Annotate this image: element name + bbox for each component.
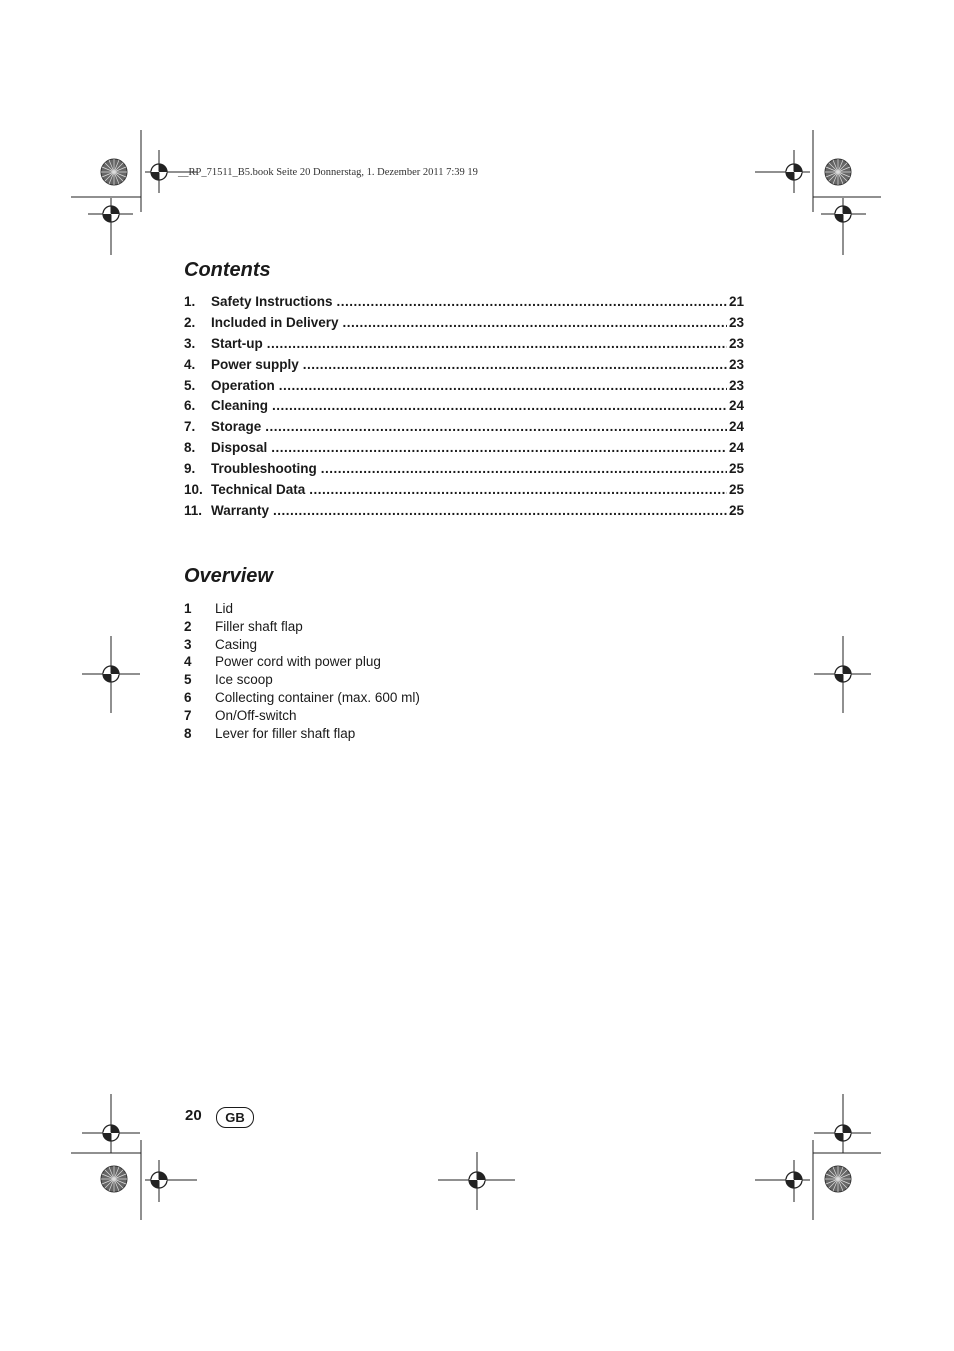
registration-mark-top-left <box>71 130 197 255</box>
toc-leader <box>271 440 727 455</box>
toc-number: 1. <box>184 294 196 309</box>
registration-mark-bottom-left <box>71 1094 197 1220</box>
item-number: 3 <box>184 636 192 652</box>
toc-title: Start-up <box>211 335 263 351</box>
toc-number: 10. <box>184 482 203 498</box>
list-item <box>184 690 420 708</box>
registration-mark-bottom-right <box>755 1094 881 1220</box>
toc-title: Power supply <box>211 356 299 372</box>
toc-title: Troubleshooting <box>211 461 317 477</box>
item-number: 7 <box>184 707 192 723</box>
item-label: Collecting container (max. 600 ml) <box>215 689 420 705</box>
item-label: On/Off-switch <box>215 707 297 723</box>
list-item <box>184 672 420 690</box>
list-item <box>184 601 420 619</box>
toc-number: 2. <box>184 314 196 330</box>
toc-page: 23 <box>728 335 744 351</box>
item-label: Lid <box>215 601 234 616</box>
toc-title: Cleaning <box>211 398 269 414</box>
toc-page: 25 <box>728 482 744 498</box>
toc-entry[interactable] <box>184 398 744 419</box>
toc-leader <box>267 336 727 351</box>
contents-heading: Contents <box>184 259 271 281</box>
item-number: 5 <box>184 672 192 688</box>
toc-leader <box>303 357 727 372</box>
toc-entry[interactable] <box>184 461 744 482</box>
toc-leader <box>265 419 727 434</box>
toc-entry[interactable] <box>184 378 744 399</box>
item-number: 1 <box>184 601 192 616</box>
page-number: 20 <box>185 1107 202 1124</box>
toc-entry[interactable] <box>184 315 744 336</box>
toc-number: 11. <box>184 502 203 518</box>
item-number: 4 <box>184 654 192 670</box>
toc-title: Operation <box>211 377 275 393</box>
item-number: 6 <box>184 689 192 705</box>
list-item <box>184 708 420 726</box>
toc-page: 21 <box>728 294 744 309</box>
toc-title: Disposal <box>211 440 268 456</box>
toc-title: Included in Delivery <box>211 314 339 330</box>
toc-page: 23 <box>728 314 744 330</box>
toc-page: 25 <box>728 502 744 518</box>
registration-mark-top-right <box>755 130 881 255</box>
list-item <box>184 654 420 672</box>
list-item <box>184 637 420 655</box>
toc-entry[interactable] <box>184 357 744 378</box>
list-item <box>184 726 420 744</box>
item-label: Power cord with power plug <box>215 654 381 670</box>
toc-title: Technical Data <box>211 482 306 498</box>
item-number: 2 <box>184 618 192 634</box>
toc-number: 8. <box>184 440 196 456</box>
item-number: 8 <box>184 725 192 741</box>
toc-title: Safety Instructions <box>211 294 333 309</box>
toc-leader <box>279 378 727 393</box>
toc-leader <box>272 398 727 413</box>
toc-title: Storage <box>211 419 262 435</box>
toc-leader <box>321 461 727 476</box>
item-label: Filler shaft flap <box>215 618 303 634</box>
item-label: Casing <box>215 636 258 652</box>
toc-page: 24 <box>728 440 744 456</box>
toc-entry[interactable] <box>184 336 744 357</box>
toc-entry[interactable] <box>184 294 744 315</box>
toc-entry[interactable] <box>184 482 744 503</box>
item-label: Lever for filler shaft flap <box>215 725 356 741</box>
print-info-header: __RP_71511_B5.book Seite 20 Donnerstag, 1. Dezember 2011 7:39 19 <box>178 167 478 178</box>
toc-page: 23 <box>728 356 744 372</box>
toc-entry[interactable] <box>184 419 744 440</box>
overview-list <box>184 601 420 743</box>
toc-number: 5. <box>184 377 196 393</box>
toc-page: 24 <box>728 398 744 414</box>
toc-title: Warranty <box>211 502 270 518</box>
toc-number: 3. <box>184 335 196 351</box>
list-item <box>184 619 420 637</box>
toc-page: 25 <box>728 461 744 477</box>
toc-leader <box>273 503 727 518</box>
toc-leader <box>343 315 727 330</box>
toc-leader <box>309 482 727 497</box>
overview-heading: Overview <box>184 565 273 587</box>
toc-number: 6. <box>184 398 196 414</box>
toc-number: 7. <box>184 419 196 435</box>
toc-number: 9. <box>184 461 196 477</box>
toc-leader <box>337 294 727 309</box>
toc-number: 4. <box>184 356 196 372</box>
toc-entry[interactable] <box>184 440 744 461</box>
toc-entry[interactable] <box>184 503 744 524</box>
item-label: Ice scoop <box>215 672 273 688</box>
language-badge: GB <box>216 1107 254 1128</box>
table-of-contents <box>184 294 744 524</box>
toc-page: 24 <box>728 419 744 435</box>
toc-page: 23 <box>728 377 744 393</box>
